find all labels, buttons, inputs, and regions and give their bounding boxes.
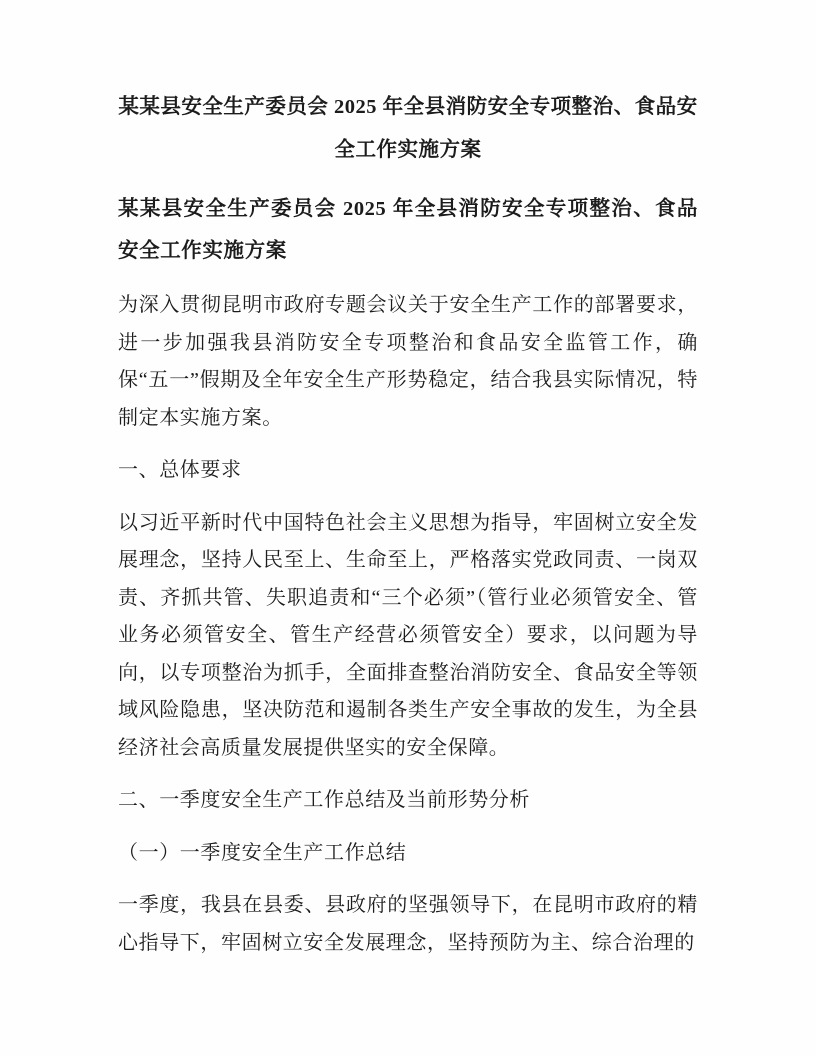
- document-title: 某某县安全生产委员会 2025 年全县消防安全专项整治、食品安全工作实施方案: [118, 96, 698, 161]
- document-body: [118, 188, 698, 962]
- document-heading: 某某县安全生产委员会 2025 年全县消防安全专项整治、食品安全工作实施方案: [118, 198, 698, 262]
- paragraph: 一季度，我县在县委、县政府的坚强领导下，在昆明市政府的精心指导下，牢固树立安全发展理念，坚持预防为主、综合治理的: [118, 894, 698, 954]
- section-heading: 一、总体要求: [118, 459, 242, 481]
- paragraph: 以习近平新时代中国特色社会主义思想为指导，牢固树立安全发展理念，坚持人民至上、生命至上，严格落实党政同责、一岗双责、齐抓共管、失职追责和“三个必须”（管行业必须管安全、管业务必须管安全、管生产经营必须管安全）要求，以问题为导向，以专项整治为抓手，全面排查整治消防安全、食品安全等领域风险隐患，坚决防范和遏制各类生产安全事故的发生，为全县经济社会高质量发展提供坚实的安全保障。: [118, 511, 698, 759]
- section-heading: 二、一季度安全生产工作总结及当前形势分析: [118, 789, 530, 811]
- subsection-heading: （一）一季度安全生产工作总结: [118, 841, 407, 864]
- paragraph: 为深入贯彻昆明市政府专题会议关于安全生产工作的部署要求，进一步加强我县消防安全专项整治和食品安全监管工作，确保“五一”假期及全年安全生产形势稳定，结合我县实际情况，特制定本实施方案。: [118, 294, 698, 429]
